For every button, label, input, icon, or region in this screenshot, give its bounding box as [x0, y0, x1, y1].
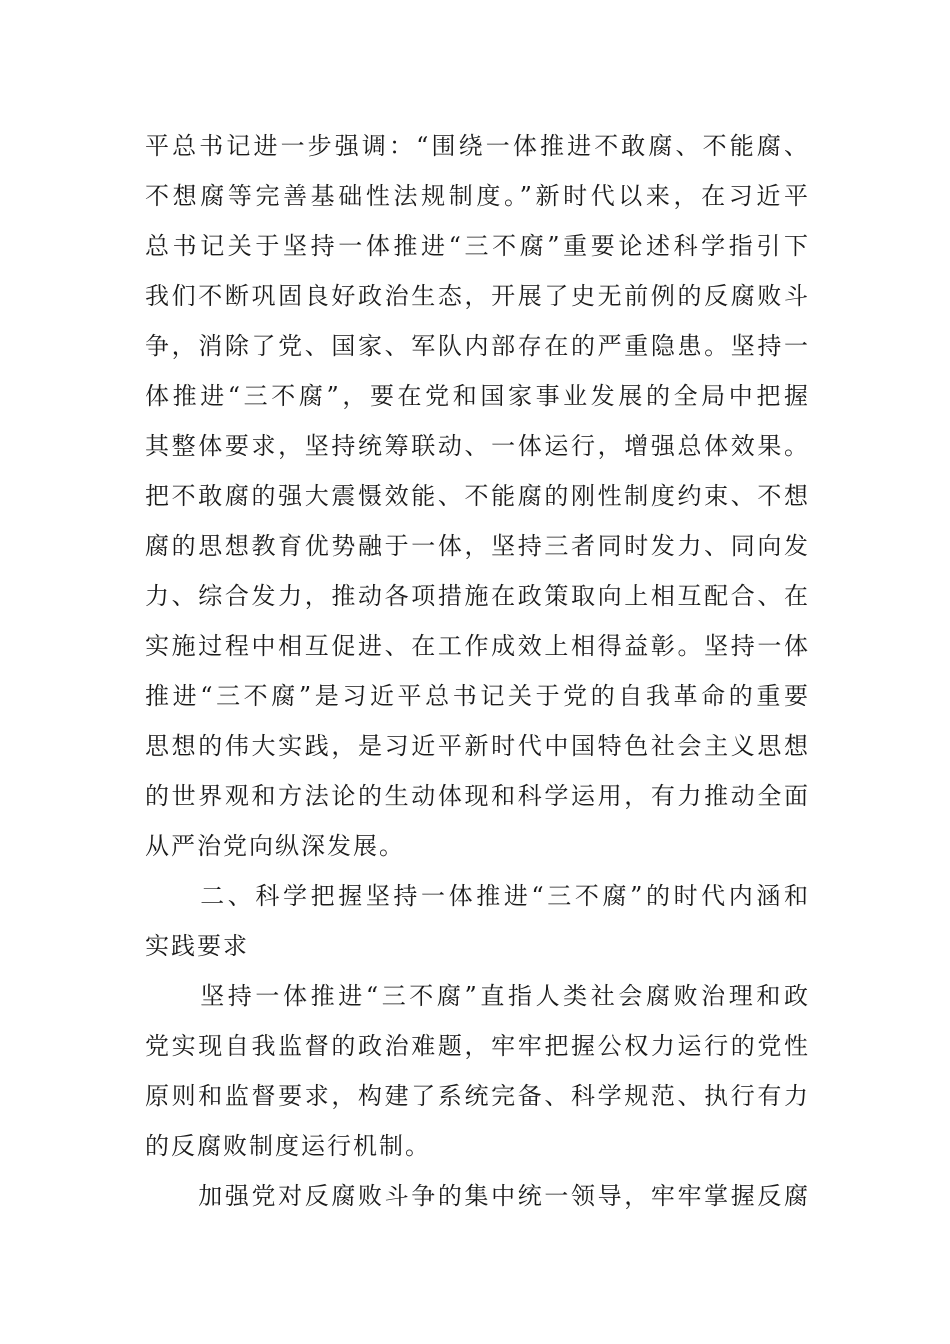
- body-text: [145, 121, 810, 1221]
- text-line: 争，消除了党、国家、军队内部存在的严重隐患。坚持一: [145, 332, 810, 360]
- text-line: 的反腐败制度运行机制。: [145, 1132, 431, 1160]
- text-line: 实施过程中相互促进、在工作成效上相得益彰。坚持一体: [145, 632, 810, 660]
- text-line: 思想的伟大实践，是习近平新时代中国特色社会主义思想: [145, 732, 810, 760]
- text-line: 腐的思想教育优势融于一体，坚持三者同时发力、同向发: [145, 532, 810, 560]
- text-line: 加强党对反腐败斗争的集中统一领导，牢牢掌握反腐: [145, 1182, 810, 1210]
- text-line: 不想腐等完善基础性法规制度。”新时代以来，在习近平: [145, 182, 810, 210]
- paragraph: [145, 121, 810, 871]
- heading-line: 实践要求: [145, 932, 249, 960]
- heading-line: 二、科学把握坚持一体推进“三不腐”的时代内涵和: [145, 882, 810, 910]
- text-line: 体推进“三不腐”，要在党和国家事业发展的全局中把握: [145, 382, 810, 410]
- paragraph: [145, 971, 810, 1171]
- text-line: 党实现自我监督的政治难题，牢牢把握公权力运行的党性: [145, 1032, 810, 1060]
- section-heading: [145, 871, 810, 971]
- text-line: 我们不断巩固良好政治生态，开展了史无前例的反腐败斗: [145, 282, 810, 310]
- text-line: 力、综合发力，推动各项措施在政策取向上相互配合、在: [145, 582, 810, 610]
- text-line: 平总书记进一步强调：“围绕一体推进不敢腐、不能腐、: [145, 132, 810, 160]
- text-line: 推进“三不腐”是习近平总书记关于党的自我革命的重要: [145, 682, 810, 710]
- text-line: 坚持一体推进“三不腐”直指人类社会腐败治理和政: [145, 982, 810, 1010]
- text-line: 把不敢腐的强大震慑效能、不能腐的刚性制度约束、不想: [145, 482, 810, 510]
- text-line: 从严治党向纵深发展。: [145, 832, 405, 860]
- paragraph: [145, 1171, 810, 1221]
- text-line: 其整体要求，坚持统筹联动、一体运行，增强总体效果。: [145, 432, 810, 460]
- text-line: 总书记关于坚持一体推进“三不腐”重要论述科学指引下: [145, 232, 810, 260]
- text-line: 原则和监督要求，构建了系统完备、科学规范、执行有力: [145, 1082, 810, 1110]
- text-line: 的世界观和方法论的生动体现和科学运用，有力推动全面: [145, 782, 810, 810]
